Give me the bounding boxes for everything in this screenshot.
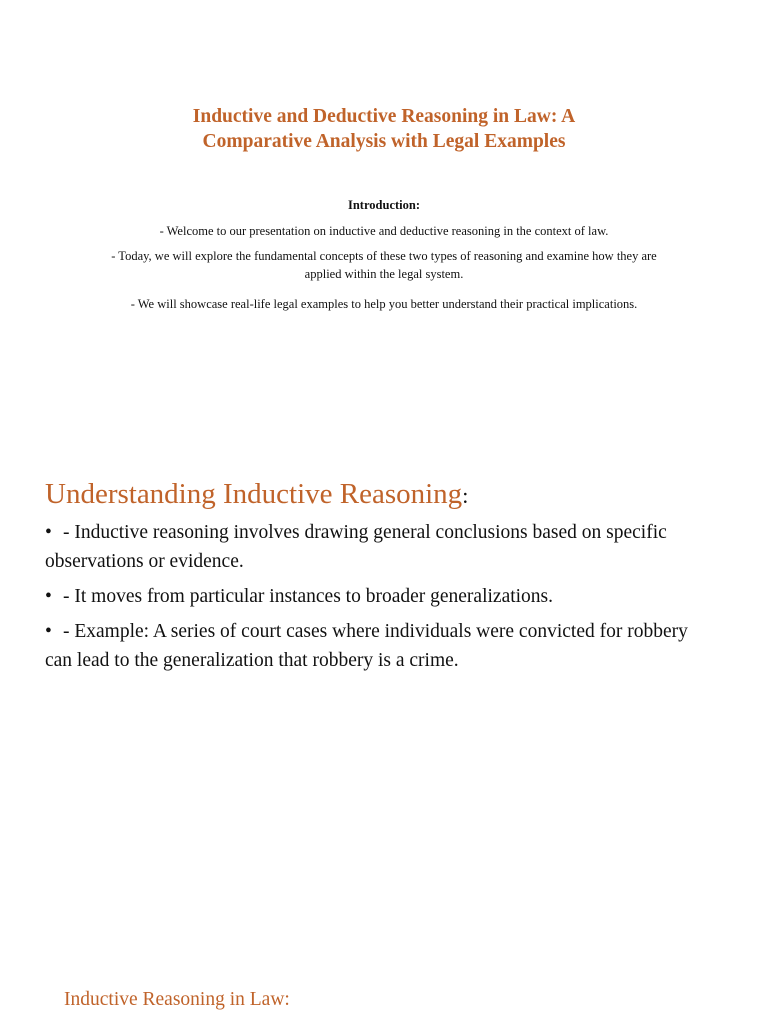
- bullet-icon: •: [45, 621, 52, 642]
- bullet-item: [45, 518, 695, 576]
- title-line-1: Inductive and Deductive Reasoning in Law: A: [192, 106, 576, 127]
- bullet-item: [45, 617, 695, 675]
- section-title-colon: :: [462, 483, 469, 508]
- introduction-heading: Introduction:: [347, 198, 420, 212]
- intro-paragraph-2: - Today, we will explore the fundamental concepts of these two types of reasoning and examine how they are applied within the legal system.: [111, 249, 657, 281]
- slide-introduction: [0, 0, 768, 345]
- bullet-text: - It moves from particular instances to broader generalizations.: [63, 586, 554, 607]
- bullet-text: - Inductive reasoning involves drawing general conclusions based on specific observations or evidence.: [45, 522, 667, 572]
- section-title-text: Understanding Inductive Reasoning: [45, 478, 463, 510]
- intro-paragraph-1: - Welcome to our presentation on inductive and deductive reasoning in the context of law.: [159, 224, 609, 238]
- title-line-2: Comparative Analysis with Legal Examples: [202, 131, 566, 152]
- next-section-title: Inductive Reasoning in Law:: [64, 989, 290, 1010]
- section-title: [45, 474, 468, 516]
- slide-understanding-inductive: [0, 470, 768, 690]
- bullet-text: - Example: A series of court cases where individuals were convicted for robbery can lead to the generalization that robbery is a crime.: [45, 621, 688, 671]
- document-title: [84, 104, 684, 154]
- bullet-icon: •: [45, 522, 52, 543]
- bullet-item: [45, 582, 695, 611]
- intro-paragraph-3: - We will showcase real-life legal examples to help you better understand their practical implications.: [130, 297, 638, 311]
- bullet-icon: •: [45, 586, 52, 607]
